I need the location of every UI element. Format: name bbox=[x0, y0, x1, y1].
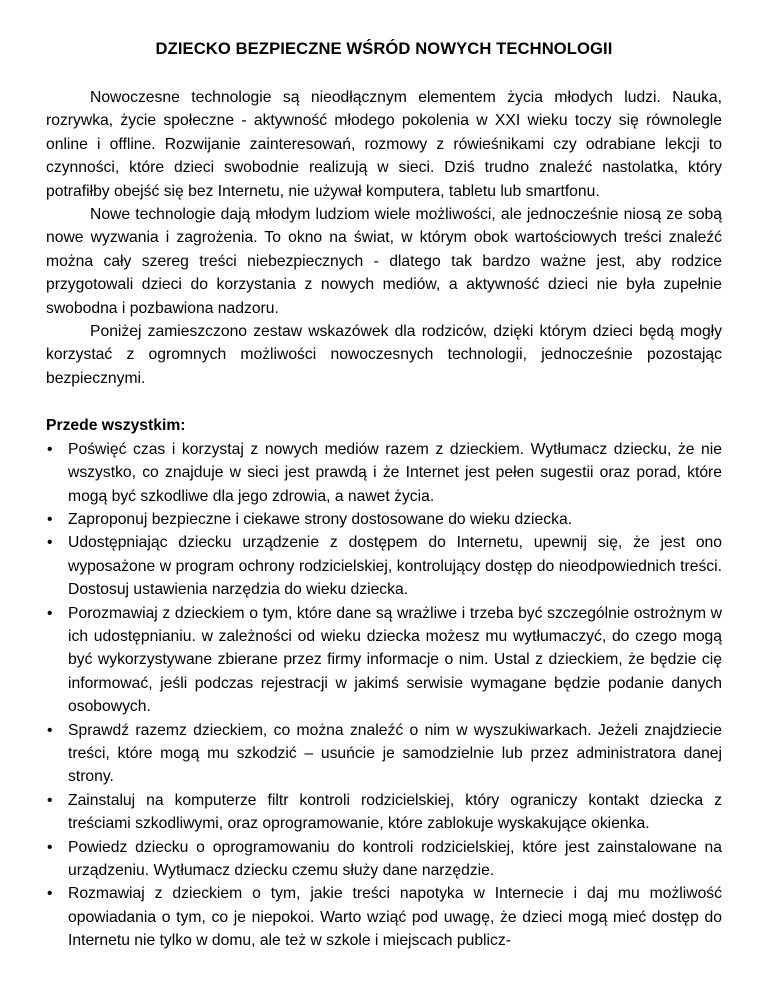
paragraph-intro: Nowoczesne technologie są nieodłącznym elementem życia młodych ludzi. Nauka, rozrywka, życie społeczne - aktywność młodego pokolenia w XXI wieku toczy się równolegle online i offline. Rozwijanie zainteresowań, rozmowy z rówieśnikami czy odrabiane lekcji to czynności, które dzieci swobodnie realizują w sieci. Dziś trudno znaleźć nastolatka, który potrafiłby obejść się bez Internetu, nie używał komputera, tabletu lub smartfonu. bbox=[46, 89, 722, 200]
list-item-text: Rozmawiaj z dzieckiem o tym, jakie treści napotyka w Internecie i daj mu możliwość opowiadania o tym, co je niepokoi. Warto wziąć pod uwagę, że dzieci mogą mieć dostęp do Internetu nie tylko w domu, ale też w szkole i miejscach publicz- bbox=[68, 885, 722, 950]
document-title: DZIECKO BEZPIECZNE WŚRÓD NOWYCH TECHNOLOGII bbox=[155, 39, 613, 58]
list-item bbox=[46, 508, 722, 531]
bullet-icon: • bbox=[47, 885, 53, 903]
list-item-text: Poświęć czas i korzystaj z nowych mediów razem z dzieckiem. Wytłumacz dziecku, że nie wszystko, co znajduje w sieci jest prawdą i że Internet jest pełen sugestii oraz porad, które mogą być szkodliwe dla jego zdrowia, a nawet życia. bbox=[68, 440, 722, 505]
list-item-text: Udostępniając dziecku urządzenie z dostępem do Internetu, upewnij się, że jest ono wyposażone w program ochrony rodzicielskiej, kontrolujący dostęp do nieodpowiednich treści. Dostosuj ustawienia narzędzia do wieku dziecka. bbox=[68, 534, 722, 599]
list-item-text: Zaproponuj bezpieczne i ciekawe strony dostosowane do wieku dziecka. bbox=[68, 510, 573, 528]
bullet-icon: • bbox=[47, 510, 53, 528]
list-item bbox=[46, 531, 722, 601]
bullet-icon: • bbox=[47, 721, 53, 739]
list-item-text: Zainstaluj na komputerze filtr kontroli rodzicielskiej, który ograniczy kontakt dziecka z treściami szkodliwymi, oraz oprogramowanie, które zablokuje wyskakujące okienka. bbox=[68, 791, 722, 833]
paragraph-challenges: Nowe technologie dają młodym ludziom wiele możliwości, ale jednocześnie niosą ze sobą nowe wyzwania i zagrożenia. To okno na świat, w którym obok wartościowych treści znaleźć można cały szereg treści niebezpiecznych - dlatego tak bardzo ważne jest, aby rodzice przygotowali dzieci do korzystania z nowych mediów, a aktywność dzieci nie była zupełnie swobodna i pozbawiona nadzoru. bbox=[46, 206, 722, 317]
tips-list bbox=[46, 438, 722, 953]
list-item bbox=[46, 789, 722, 836]
paragraph-tips-intro: Poniżej zamieszczono zestaw wskazówek dla rodziców, dzięki którym dzieci będą mogły korzystać z ogromnych możliwości nowoczesnych technologii, jednocześnie pozostając bezpiecznymi. bbox=[46, 323, 722, 387]
document-page bbox=[46, 38, 722, 953]
list-item-text: Powiedz dziecku o oprogramowaniu do kontroli rodzicielskiej, które jest zainstalowane na urządzeniu. Wytłumacz dziecku czemu służy dane narzędzie. bbox=[68, 838, 722, 879]
bullet-icon: • bbox=[47, 534, 53, 552]
bullet-icon: • bbox=[47, 440, 53, 458]
list-item bbox=[46, 719, 722, 789]
bullet-icon: • bbox=[47, 604, 53, 622]
list-item-text: Sprawdź razemz dzieckiem, co można znaleźć o nim w wyszukiwarkach. Jeżeli znajdziecie treści, które mogą mu szkodzić – usuńcie je samodzielnie lub przez administratora danej strony. bbox=[68, 721, 722, 786]
bullet-icon: • bbox=[47, 791, 53, 809]
list-item bbox=[46, 602, 722, 719]
list-item bbox=[46, 882, 722, 952]
list-item-text: Porozmawiaj z dzieckiem o tym, które dane są wrażliwe i trzeba być szczególnie ostrożnym w ich udostępnianiu. w zależności od wieku dziecka możesz mu wytłumaczyć, do czego mogą być wykorzystywane zbierane przez firmy informacje o nim. Ustal z dzieckiem, że będzie cię informować, jeśli podczas rejestracji w jakimś serwisie wymagane będzie podanie danych osobowych. bbox=[68, 604, 722, 716]
bullet-icon: • bbox=[47, 838, 53, 856]
section-heading: Przede wszystkim: bbox=[46, 417, 186, 435]
list-item bbox=[46, 438, 722, 508]
list-item bbox=[46, 836, 722, 883]
